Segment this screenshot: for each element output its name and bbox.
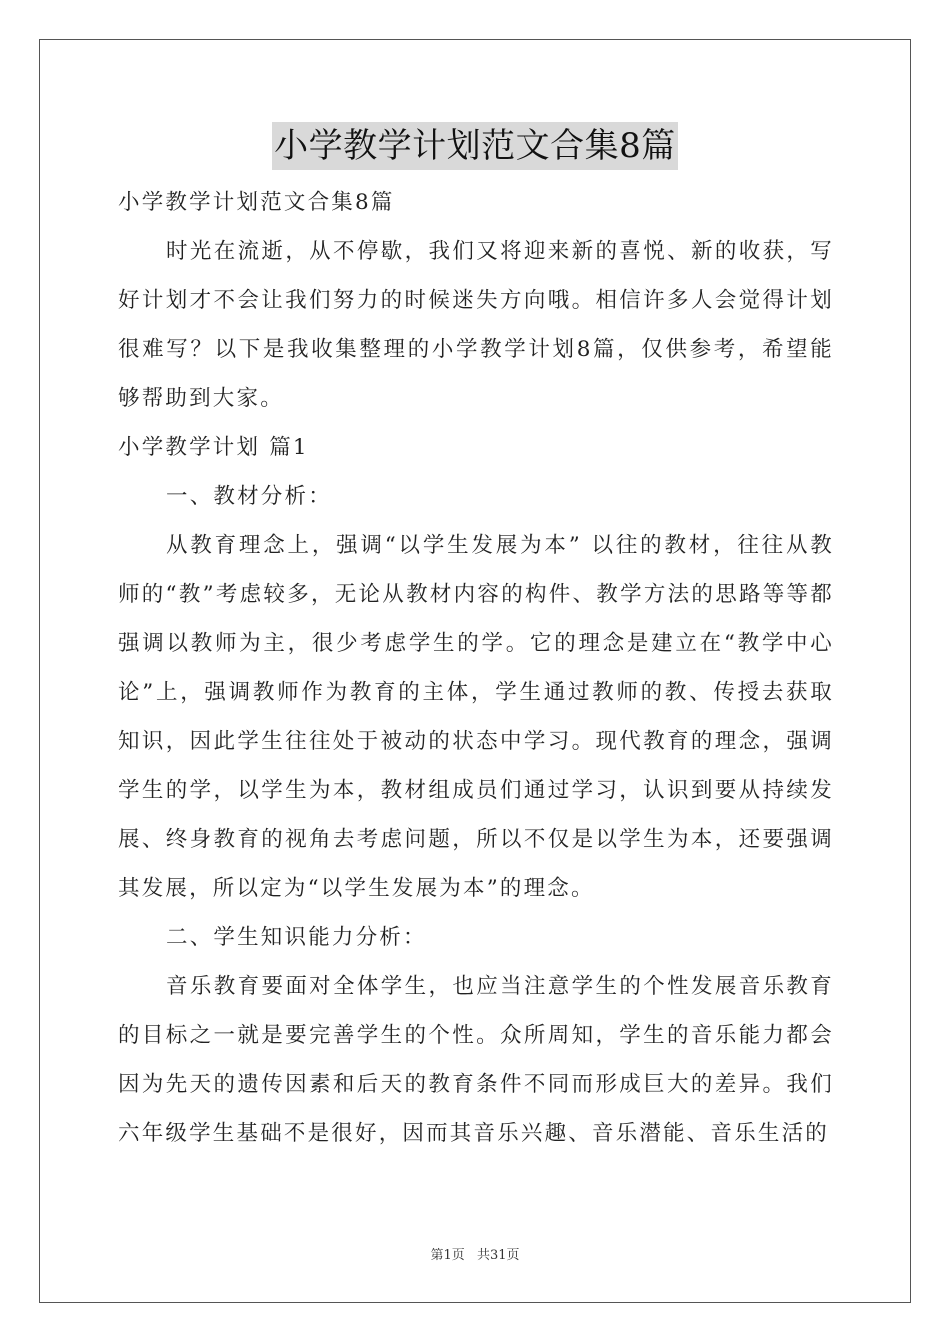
paragraph-textbook-analysis: 从教育理念上，强调“以学生发展为本” 以往的教材，往往从教师的“教”考虑较多，无论从教材内容的构件、教学方法的思路等等都强调以教师为主，很少考虑学生的学。它的理念是建立在“教学中心论”上，强调教师作为教育的主体，学生通过教师的教、传授去获取知识，因此学生往往处于被动的状态中学习。现代教育的理念，强调学生的学，以学生为本，教材组成员们通过学习，认识到要从持续发展、终身教育的视角去考虑问题，所以不仅是以学生为本，还要强调其发展，所以定为“以学生发展为本”的理念。 — [118, 533, 834, 901]
document-body — [118, 178, 834, 1158]
page-total: 共31页 — [476, 1248, 520, 1263]
paragraph-intro: 时光在流逝，从不停歇，我们又将迎来新的喜悦、新的收获，写好计划才不会让我们努力的时候迷失方向哦。相信许多人会觉得计划很难写？以下是我收集整理的小学教学计划8篇，仅供参考，希望能够帮助到大家。 — [118, 239, 834, 411]
title-container — [0, 122, 950, 170]
section-heading-plan-1: 小学教学计划 篇1 — [118, 435, 309, 460]
paragraph-subtitle: 小学教学计划范文合集8篇 — [118, 190, 395, 215]
page-footer — [0, 1244, 950, 1263]
paragraph-student-ability: 音乐教育要面对全体学生，也应当注意学生的个性发展音乐教育的目标之一就是要完善学生的个性。众所周知，学生的音乐能力都会因为先天的遗传因素和后天的教育条件不同而形成巨大的差异。我们六年级学生基础不是很好，因而其音乐兴趣、音乐潜能、音乐生活的 — [118, 974, 834, 1146]
page-number: 第1页 — [430, 1248, 465, 1263]
subheading-student-ability: 二、学生知识能力分析： — [166, 925, 427, 950]
subheading-textbook-analysis: 一、教材分析： — [166, 484, 332, 509]
document-title: 小学教学计划范文合集8篇 — [272, 122, 678, 170]
